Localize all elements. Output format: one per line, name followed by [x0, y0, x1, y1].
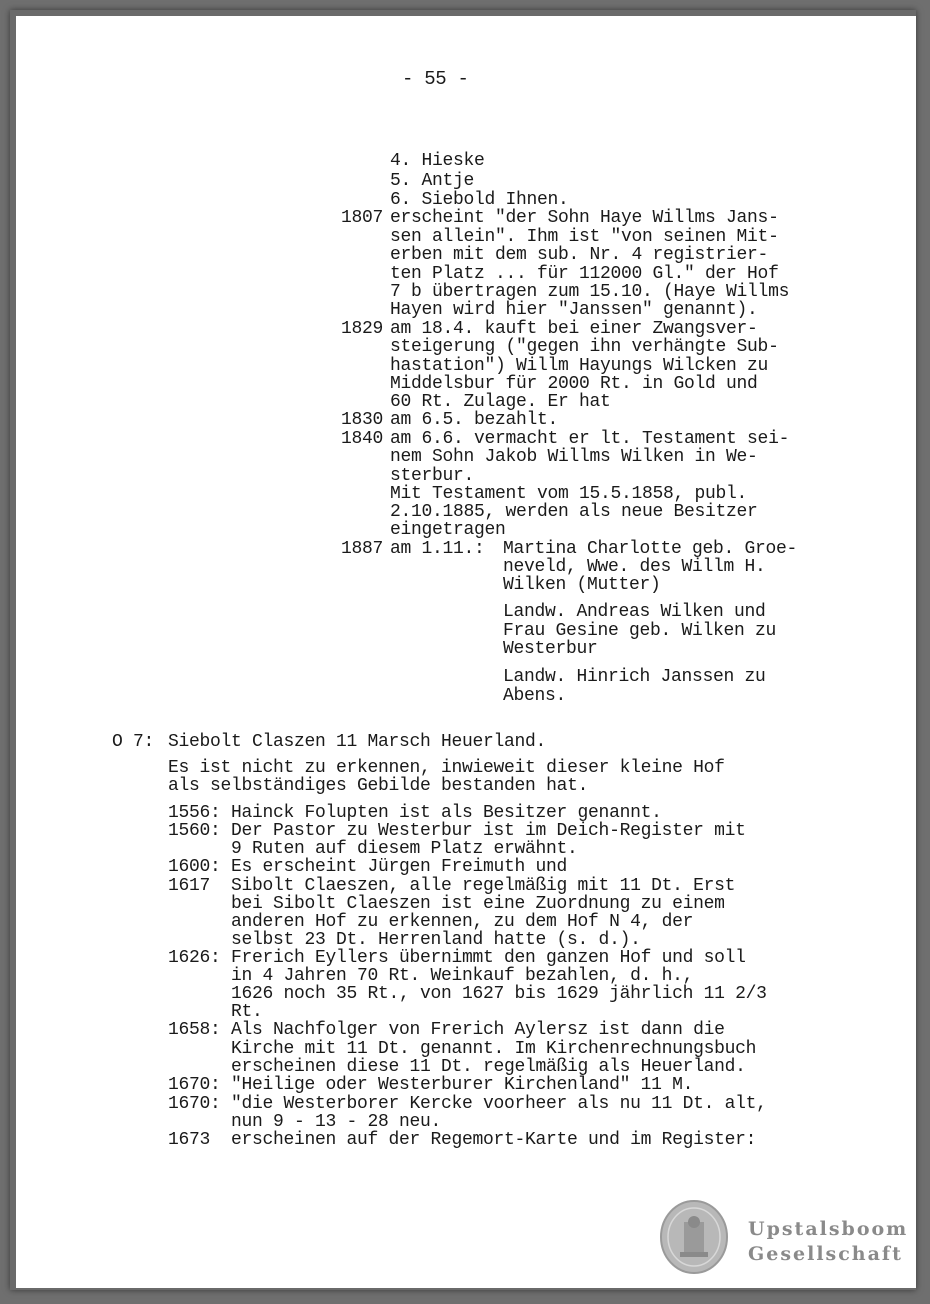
entry-year: 1670: — [168, 1075, 221, 1095]
history-year: 1840 — [341, 429, 384, 449]
owner-line: Wilken (Mutter) — [503, 575, 661, 595]
entry-line: Als Nachfolger von Frerich Aylersz ist dann die — [231, 1020, 725, 1040]
owner-line: Westerbur — [503, 639, 598, 659]
entry-year: 1560: — [168, 821, 221, 841]
entry-line: 1626 noch 35 Rt., von 1627 bis 1629 jährlich 11 2/3 — [231, 984, 767, 1004]
list-item: 6. Siebold Ihnen. — [390, 190, 569, 210]
page-number: - 55 - — [402, 68, 469, 90]
entry-line: Es erscheint Jürgen Freimuth und — [231, 857, 568, 877]
list-item: 4. Hieske — [390, 151, 485, 171]
history-line: sterbur. — [390, 466, 475, 486]
entry-year: 1556: — [168, 803, 221, 823]
entry-year: 1617 — [168, 876, 211, 896]
history-line: am 6.6. vermacht er lt. Testament sei- — [390, 429, 790, 449]
history-line: erscheint "der Sohn Haye Willms Jans- — [390, 208, 779, 228]
history-line: sen allein". Ihm ist "von seinen Mit- — [390, 227, 779, 247]
history-line: am 18.4. kauft bei einer Zwangsver- — [390, 319, 758, 339]
seal-logo-icon — [660, 1200, 728, 1274]
section-label: O 7: — [112, 732, 155, 752]
entry-year: 1673 — [168, 1130, 211, 1150]
entry-line: Der Pastor zu Westerbur ist im Deich-Register mit — [231, 821, 746, 841]
entry-line: anderen Hof zu erkennen, zu dem Hof N 4, der — [231, 912, 694, 932]
brand-line-1: Upstalsboom — [748, 1218, 909, 1240]
entry-line: 9 Ruten auf diesem Platz erwähnt. — [231, 839, 578, 859]
brand-line-2: Gesellschaft — [748, 1243, 903, 1265]
history-line: hastation") Willm Hayungs Wilcken zu — [390, 356, 769, 376]
history-line: Hayen wird hier "Janssen" genannt). — [390, 300, 758, 320]
entry-line: Rt. — [231, 1002, 263, 1022]
history-year: 1807 — [341, 208, 384, 228]
owner-line: neveld, Wwe. des Willm H. — [503, 557, 766, 577]
history-line: 2.10.1885, werden als neue Besitzer — [390, 502, 758, 522]
owner-line: Landw. Hinrich Janssen zu — [503, 667, 766, 687]
section-intro: Es ist nicht zu erkennen, inwieweit dieser kleine Hof — [168, 758, 725, 778]
entry-year: 1658: — [168, 1020, 221, 1040]
entry-line: nun 9 - 13 - 28 neu. — [231, 1112, 442, 1132]
history-line: nem Sohn Jakob Willms Wilken in We- — [390, 447, 758, 467]
history-line: erben mit dem sub. Nr. 4 registrier- — [390, 245, 769, 265]
history-line: steigerung ("gegen ihn verhängte Sub- — [390, 337, 779, 357]
entry-line: "die Westerborer Kercke voorheer als nu 11 Dt. alt, — [231, 1094, 767, 1114]
history-line: Middelsbur für 2000 Rt. in Gold und — [390, 374, 758, 394]
owner-line: Martina Charlotte geb. Groe- — [503, 539, 798, 559]
entry-line: "Heilige oder Westerburer Kirchenland" 11 M. — [231, 1075, 694, 1095]
history-line: Mit Testament vom 15.5.1858, publ. — [390, 484, 748, 504]
history-line: 60 Rt. Zulage. Er hat — [390, 392, 611, 412]
entry-line: Frerich Eyllers übernimmt den ganzen Hof und soll — [231, 948, 746, 968]
entry-line: selbst 23 Dt. Herrenland hatte (s. d.). — [231, 930, 641, 950]
entry-line: in 4 Jahren 70 Rt. Weinkauf bezahlen, d. h., — [231, 966, 694, 986]
section-title: Siebolt Claszen 11 Marsch Heuerland. — [168, 732, 547, 752]
entry-year: 1670: — [168, 1094, 221, 1114]
history-line: ten Platz ... für 112000 Gl." der Hof — [390, 264, 779, 284]
owner-line: Abens. — [503, 686, 567, 706]
owner-line: Landw. Andreas Wilken und — [503, 602, 766, 622]
entry-year: 1626: — [168, 948, 221, 968]
history-year: 1829 — [341, 319, 384, 339]
entry-line: erscheinen diese 11 Dt. regelmäßig als Heuerland. — [231, 1057, 746, 1077]
history-line: eingetragen — [390, 520, 506, 540]
history-date: am 1.11.: — [390, 539, 485, 559]
history-year: 1887 — [341, 539, 384, 559]
entry-line: Hainck Folupten ist als Besitzer genannt. — [231, 803, 662, 823]
entry-line: Kirche mit 11 Dt. genannt. Im Kirchenrechnungsbuch — [231, 1039, 757, 1059]
history-line: am 6.5. bezahlt. — [390, 410, 559, 430]
entry-line: erscheinen auf der Regemort-Karte und im Register: — [231, 1130, 757, 1150]
history-line: 7 b übertragen zum 15.10. (Haye Willms — [390, 282, 790, 302]
entry-year: 1600: — [168, 857, 221, 877]
entry-line: Sibolt Claeszen, alle regelmäßig mit 11 Dt. Erst — [231, 876, 736, 896]
list-item: 5. Antje — [390, 171, 475, 191]
owner-line: Frau Gesine geb. Wilken zu — [503, 621, 777, 641]
entry-line: bei Sibolt Claeszen ist eine Zuordnung zu einem — [231, 894, 725, 914]
section-intro: als selbständiges Gebilde bestanden hat. — [168, 776, 589, 796]
history-year: 1830 — [341, 410, 384, 430]
